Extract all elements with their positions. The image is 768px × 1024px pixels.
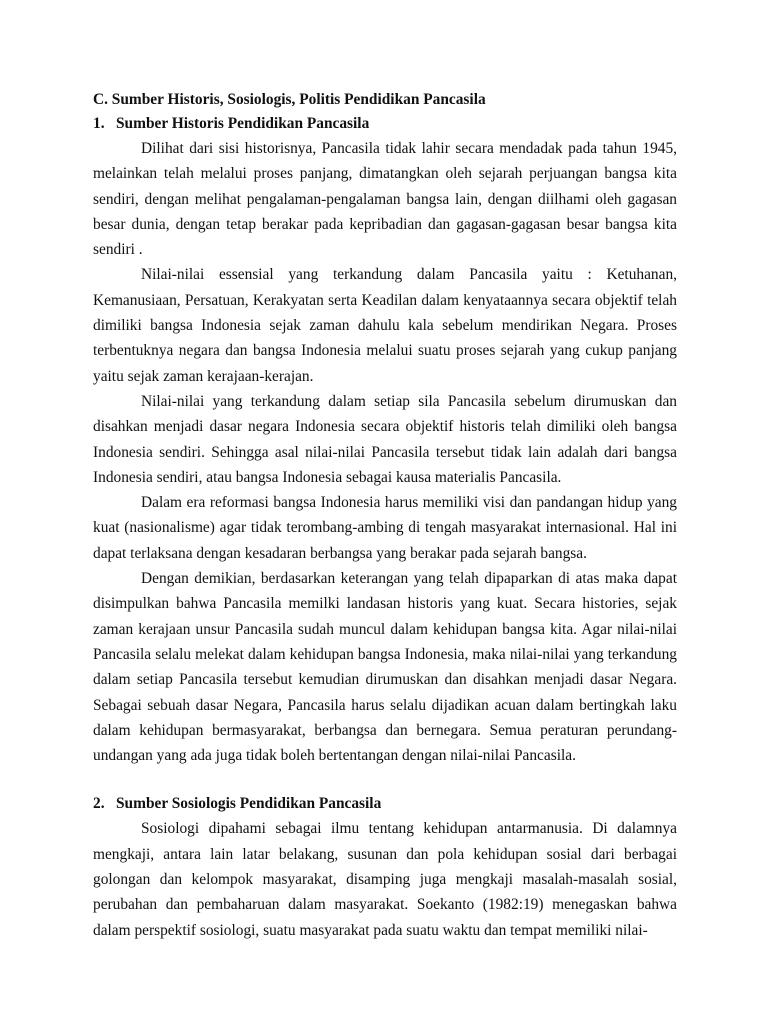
document-body bbox=[93, 88, 677, 943]
paragraph: Dalam era reformasi bangsa Indonesia harus memiliki visi dan pandangan hidup yang kuat (nasionalisme) agar tidak terombang-ambing di tengah masyarakat internasional. Hal ini dapat terlaksana dengan kesadaran berbangsa yang berakar pada sejarah bangsa. bbox=[93, 494, 677, 562]
subsection-1-title-text: Sumber Historis Pendidikan Pancasila bbox=[116, 115, 370, 132]
subsection-2-title bbox=[93, 792, 677, 816]
subsection-2-title-text: Sumber Sosiologis Pendidikan Pancasila bbox=[116, 795, 382, 813]
section-spacer bbox=[93, 768, 677, 792]
paragraph: Nilai-nilai essensial yang terkandung dalam Pancasila yaitu : Ketuhanan, Kemanusiaan, Persatuan, Kerakyatan serta Keadilan dalam kenyataannya secara objektif telah dimiliki bangsa Indonesia sejak zaman dahulu kala sebelum mendirikan Negara. Proses terbentuknya negara dan bangsa Indonesia melalui suatu proses sejarah yang cukup panjang yaitu sejak zaman kerajaan-kerajan. bbox=[93, 266, 677, 385]
paragraph: Dilihat dari sisi historisnya, Pancasila tidak lahir secara mendadak pada tahun 1945, melainkan telah melalui proses panjang, dimatangkan oleh sejarah perjuangan bangsa kita sendiri, dengan melihat pengalaman-pengalaman bangsa lain, dengan diilhami oleh gagasan besar dunia, dengan tetap berakar pada kepribadian dan gagasan-gagasan besar bangsa kita sendiri . bbox=[93, 140, 677, 259]
paragraph: Dengan demikian, berdasarkan keterangan yang telah dipaparkan di atas maka dapat disimpulkan bahwa Pancasila memilki landasan historis yang kuat. Secara histories, sejak zaman kerajaan unsur Pancasila sudah muncul dalam kehidupan bangsa kita. Agar nilai-nilai Pancasila selalu melekat dalam kehidupan bangsa Indonesia, maka nilai-nilai yang terkandung dalam setiap Pancasila tersebut kemudian dirumuskan dan disahkan menjadi dasar Negara. Sebagai sebuah dasar Negara, Pancasila harus selalu dijadikan acuan dalam bertingkah laku dalam kehidupan bermasyarakat, berbangsa dan bernegara. Semua peraturan perundang-undangan yang ada juga tidak boleh bertentangan dengan nilai-nilai Pancasila. bbox=[93, 570, 677, 765]
subsection-1-number: 1. bbox=[93, 115, 105, 132]
subsection-1-title bbox=[93, 112, 677, 136]
paragraph: Nilai-nilai yang terkandung dalam setiap sila Pancasila sebelum dirumuskan dan disahkan menjadi dasar negara Indonesia secara objektif historis telah dimiliki oleh bangsa Indonesia sendiri. Sehingga asal nilai-nilai Pancasila tersebut tidak lain adalah dari bangsa Indonesia sendiri, atau bangsa Indonesia sebagai kausa materialis Pancasila. bbox=[93, 392, 677, 486]
subsection-2-number: 2. bbox=[93, 795, 105, 813]
section-title: C. Sumber Historis, Sosiologis, Politis Pendidikan Pancasila bbox=[93, 91, 486, 108]
paragraph: Sosiologi dipahami sebagai ilmu tentang kehidupan antarmanusia. Di dalamnya mengkaji, antara lain latar belakang, susunan dan pola kehidupan sosial dari berbagai golongan dan kelompok masyarakat, disamping juga mengkaji masalah-masalah sosial, perubahan dan pembaharuan dalam masyarakat. Soekanto (1982:19) menegaskan bahwa dalam perspektif sosiologi, suatu masyarakat pada suatu waktu dan tempat memiliki nilai- bbox=[93, 820, 677, 939]
